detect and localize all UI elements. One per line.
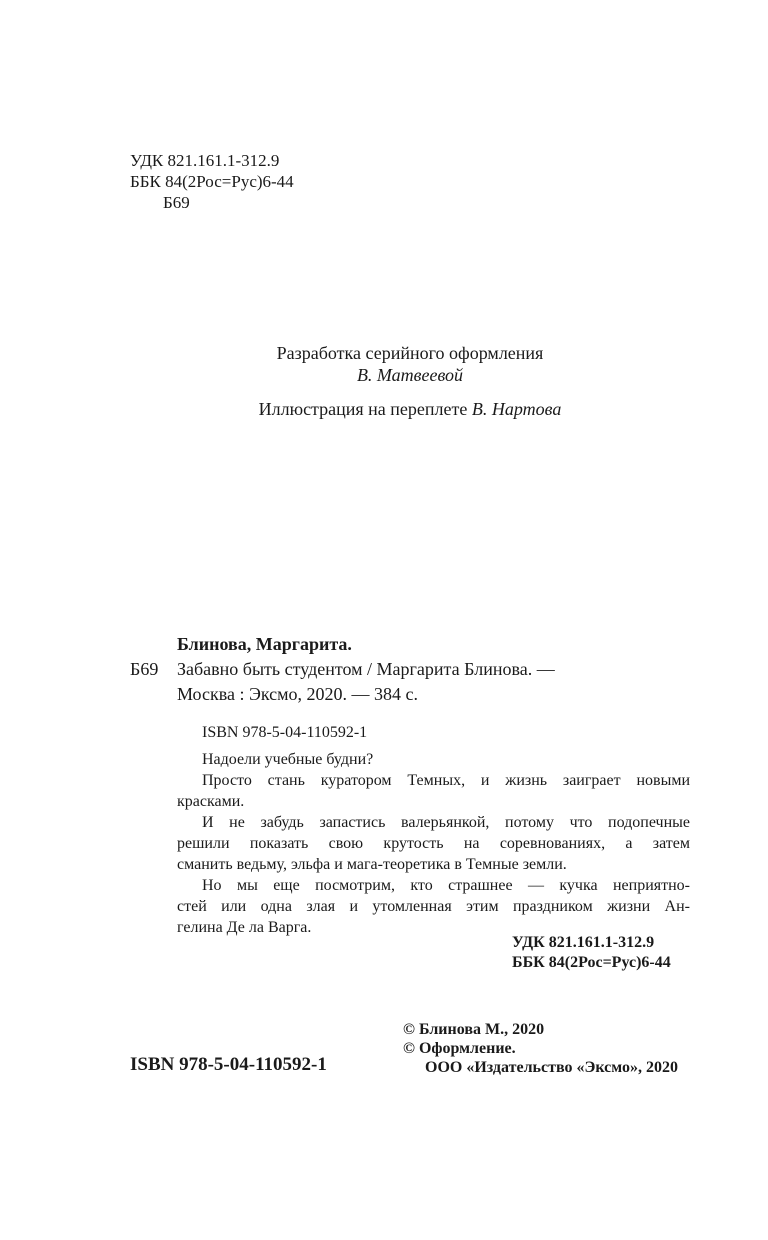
udk-code-top: УДК 821.161.1-312.9 (130, 151, 280, 170)
annotation-line: сманить ведьму, эльфа и мага-теоретика в Темные земли. (177, 856, 567, 873)
catalog-author-mark: Б69 (130, 659, 159, 679)
copyright-design: © Оформление. (403, 1040, 516, 1057)
annotation-line: гелина Де ла Варга. (177, 919, 312, 936)
catalog-title-line2: Москва : Эксмо, 2020. — 384 с. (177, 684, 419, 704)
annotation-line: Но мы еще посмотрим, кто страшнее — кучка неприятно- (202, 877, 690, 894)
illustration-author: В. Нартова (471, 399, 562, 419)
udk-code-bottom: УДК 821.161.1-312.9 (512, 934, 655, 951)
catalog-title-line1: Забавно быть студентом / Маргарита Блинова. — (177, 659, 555, 679)
isbn-bottom: ISBN 978-5-04-110592-1 (130, 1054, 327, 1075)
bbk-code-top: ББК 84(2Рос=Рус)6-44 (130, 172, 294, 191)
annotation-line: Надоели учебные будни? (202, 751, 374, 768)
series-design-author: В. Матвеевой (356, 365, 464, 385)
copyright-author: © Блинова М., 2020 (403, 1021, 545, 1038)
annotation-line: И не забудь запастись валерьянкой, потому что подопечные (202, 814, 690, 831)
illustration-credit (160, 398, 660, 421)
copyright-publisher: ООО «Издательство «Эксмо», 2020 (425, 1059, 678, 1076)
illustration-label: Иллюстрация на переплете (258, 399, 468, 419)
author-mark-top: Б69 (163, 193, 190, 212)
annotation-line: Просто стань куратором Темных, и жизнь заиграет новыми (202, 772, 690, 789)
series-design-credit: Разработка серийного оформления (276, 343, 544, 363)
annotation-line: красками. (177, 793, 245, 810)
catalog-isbn: ISBN 978-5-04-110592-1 (202, 724, 368, 741)
catalog-author-heading: Блинова, Маргарита. (177, 634, 352, 654)
annotation-line: решили показать свою крутость на соревнованиях, а затем (177, 835, 690, 852)
bbk-code-bottom: ББК 84(2Рос=Рус)6-44 (512, 954, 671, 971)
annotation-line: стей или одна злая и утомленная этим праздником жизни Ан- (177, 898, 690, 915)
